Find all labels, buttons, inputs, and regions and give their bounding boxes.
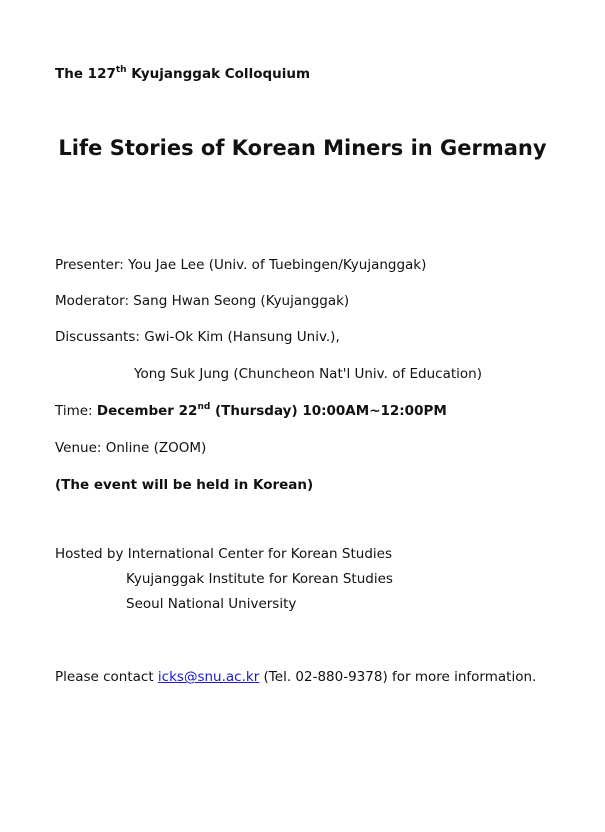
colloquium-header bbox=[55, 66, 310, 82]
discussants-line-1: Discussants: Gwi-Ok Kim (Hansung Univ.), bbox=[55, 329, 340, 345]
host-line-2: Kyujanggak Institute for Korean Studies bbox=[126, 571, 393, 587]
venue-line: Venue: Online (ZOOM) bbox=[55, 440, 207, 456]
language-note: (The event will be held in Korean) bbox=[55, 477, 314, 493]
time-label: Time: bbox=[55, 403, 97, 419]
contact-after: (Tel. 02-880-9378) for more information. bbox=[259, 669, 537, 685]
host-line-3: Seoul National University bbox=[126, 596, 297, 612]
contact-line bbox=[55, 669, 536, 685]
time-line bbox=[55, 403, 447, 419]
header-ordinal-suffix: th bbox=[115, 64, 127, 75]
time-date-suffix: nd bbox=[197, 401, 211, 412]
moderator-line: Moderator: Sang Hwan Seong (Kyujanggak) bbox=[55, 293, 350, 309]
discussants-line-2: Yong Suk Jung (Chuncheon Nat'l Univ. of Education) bbox=[134, 366, 482, 382]
time-rest: (Thursday) 10:00AM~12:00PM bbox=[210, 403, 447, 419]
contact-before: Please contact bbox=[55, 669, 158, 685]
presenter-line: Presenter: You Jae Lee (Univ. of Tuebingen/Kyujanggak) bbox=[55, 257, 427, 273]
hosted-by-line: Hosted by International Center for Korean Studies bbox=[55, 546, 392, 562]
header-prefix: The 127 bbox=[55, 66, 116, 82]
time-date: December 22 bbox=[96, 403, 198, 419]
header-series: Kyujanggak Colloquium bbox=[131, 66, 311, 82]
contact-email-link[interactable]: icks@snu.ac.kr bbox=[157, 669, 260, 685]
page-title: Life Stories of Korean Miners in Germany bbox=[58, 136, 547, 160]
